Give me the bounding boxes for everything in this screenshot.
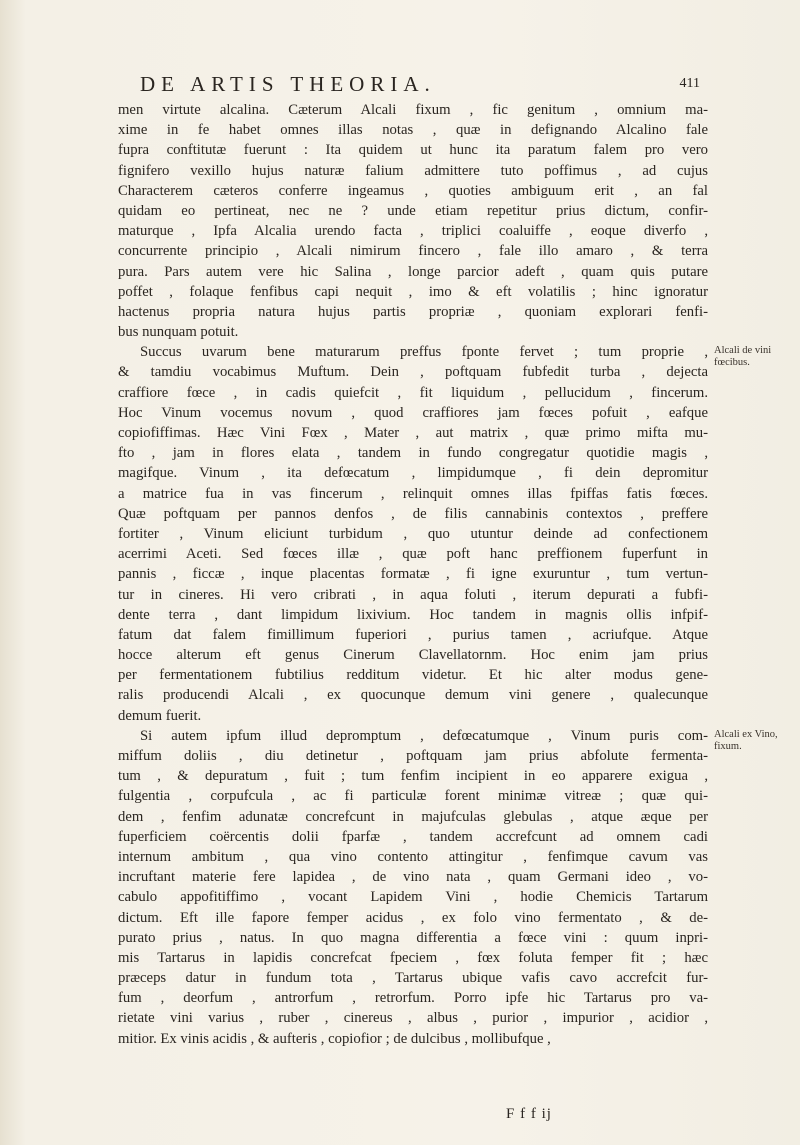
text-line: pannis , ficcæ , inque placentas formatæ , fi igne exuruntur , tum vertun- xyxy=(118,566,708,583)
margin-note xyxy=(714,345,798,369)
margin-note-line: fixum. xyxy=(714,741,742,753)
text-line: mitior. Ex vinis acidis , & aufteris , copiofior ; de dulcibus , mollibufque , xyxy=(118,1030,551,1047)
text-line: per fermentationem fubtilius redditum videtur. Et hic alter modus gene- xyxy=(118,667,708,684)
text-line: miffum doliis , diu detinetur , poftquam jam prius abfolute fermenta- xyxy=(118,748,708,764)
text-line: mis Tartarus in lapidis concrefcat fpeciem , fœx foluta femper fit ; hæc xyxy=(118,949,708,966)
text-line: bus nunquam potuit. xyxy=(118,324,239,341)
text-line: demum fuerit. xyxy=(118,707,202,724)
text-line: men virtute alcalina. Cæterum Alcali fixum , fic genitum , omnium ma- xyxy=(118,102,708,118)
running-title: DE ARTIS THEORIA. xyxy=(140,72,436,96)
text-line: fignifero vexillo hujus naturæ falium admittere tuto poffimus , ad cujus xyxy=(118,162,708,179)
text-line: Succus uvarum bene maturarum preffus fponte fervet ; tum proprie , xyxy=(140,344,708,361)
signature-mark: F f f ij xyxy=(506,1106,552,1122)
text-line: copiofiffimas. Hæc Vini Fœx , Mater , aut matrix , quæ primo mifta mu- xyxy=(118,425,708,441)
margin-note-line: Alcali de vini xyxy=(714,345,772,357)
text-line: ralis producendi Alcali , ex quocunque demum vini genere , qualecunque xyxy=(118,687,708,704)
text-line: cabulo appofitiffimo , vocant Lapidem Vini , hodie Chemicis Tartarum xyxy=(118,889,708,906)
text-line: dem , fenfim adunatæ concrefcunt in majufculas glebulas , atque æque per xyxy=(118,808,708,825)
text-line: hactenus propria natura hujus partis propriæ , quoniam explorari fenfi- xyxy=(118,303,708,320)
text-line: Si autem ipfum illud depromptum , defœcatumque , Vinum puris com- xyxy=(140,727,708,744)
text-line: fupra conftitutæ fuerunt : Ita quidem ut hunc ita paratum falem pro vero xyxy=(118,142,708,159)
text-line: craffiore fœce , in cadis quiefcit , fit liquidum , pellucidum , fincerum. xyxy=(118,384,708,401)
text-line: xime in fe habet omnes illas notas , quæ in defignando Alcalino fale xyxy=(118,122,708,139)
text-line: rietate vini varius , ruber , cinereus , albus , purior , impurior , acidior , xyxy=(118,1010,708,1027)
body-text xyxy=(118,100,708,1049)
text-line: concurrente principio , Alcali nimirum fincero , fale illo amaro , & terra xyxy=(118,243,708,260)
text-line: & tamdiu vocabimus Muftum. Dein , poftquam fubfedit turba , dejecta xyxy=(118,364,708,381)
text-line: fulgentia , corpufcula , ac fi particulæ forent minimæ vitreæ ; quæ qui- xyxy=(118,788,708,805)
text-line: hocce alterum eft genus Cinerum Clavellatornm. Hoc enim jam prius xyxy=(118,647,708,664)
text-line: fatum dat falem fimillimum fuperiori , purius tamen , acriufque. Atque xyxy=(118,626,708,643)
page-number: 411 xyxy=(679,76,700,91)
text-line: Quæ poftquam per pannos denfos , de filis cannabinis contextos , preffere xyxy=(118,505,708,522)
text-line: præceps datur in fundum tota , Tartarus ubique vafis cavo accrefcit fur- xyxy=(118,970,708,987)
text-line: pura. Pars autem vere hic Salina , longe parcior adeft , quam quis putare xyxy=(118,263,708,280)
text-line: magifque. Vinum , ita defœcatum , limpidumque , fi dein depromitur xyxy=(118,465,708,482)
text-line: dictum. Eft ille fapore femper acidus , ex folo vino fermentato , & de- xyxy=(118,909,708,926)
text-line: fto , jam in flores elata , tandem in fundo congregatur quotidie magis , xyxy=(118,445,708,462)
text-line: maturque , Ipfa Alcalia urendo facta , triplici coaluiffe , eoque diverfo , xyxy=(118,223,708,240)
text-line: quidam eo pertineat, nec ne ? unde etiam repetitur prius dictum, confir- xyxy=(118,202,708,219)
margin-note-line: Alcali ex Vino, xyxy=(714,729,778,741)
text-line: Hoc Vinum vocemus novum , quod craffiores jam fœces pofuit , eafque xyxy=(118,404,708,421)
text-line: acerrimi Aceti. Sed fœces illæ , quæ poft hanc preffionem fuperfunt in xyxy=(118,546,708,563)
text-line: Characterem cæteros conferre ingeamus , quoties ambiguum erit , an fal xyxy=(118,182,708,199)
text-line: a matrice fua in vas fincerum , relinquit omnes illas fpiffas fatis fœces. xyxy=(118,485,708,502)
text-line: fuperficiem coërcentis dolii fparfæ , tandem accrefcunt ad omnem cadi xyxy=(118,828,708,845)
text-line: dente terra , dant limpidum lixivium. Hoc tandem in magnis ollis infpif- xyxy=(118,606,708,623)
running-header xyxy=(140,72,700,96)
text-line: poffet , folaque fenfibus capi nequit , imo & eft volatilis ; hinc ignoratur xyxy=(118,283,708,300)
text-line: purato prius , natus. In quo magna differentia a fœce vini : quum inpri- xyxy=(118,929,708,946)
text-line: fortiter , Vinum eliciunt turbidum , quo utuntur deinde ad confectionem xyxy=(118,525,708,542)
text-line: internum ambitum , qua vino contento attingitur , fenfimque cavum vas xyxy=(118,848,708,865)
text-line: tur in cineres. Hi vero cribrati , in aqua foluti , iterum depurati a fubfi- xyxy=(118,586,708,603)
text-line: incruftant materie fere lapidea , de vino nata , quam Germani ideo , vo- xyxy=(118,869,708,886)
margin-note xyxy=(714,729,798,753)
text-line: fum , deorfum , antrorfum , retrorfum. Porro ipfe hic Tartarus pro va- xyxy=(118,990,708,1007)
text-line: tum , & depuratum , fuit ; tum fenfim incipient in eo apparere exigua , xyxy=(118,768,708,785)
margin-note-line: fœcibus. xyxy=(714,357,750,369)
